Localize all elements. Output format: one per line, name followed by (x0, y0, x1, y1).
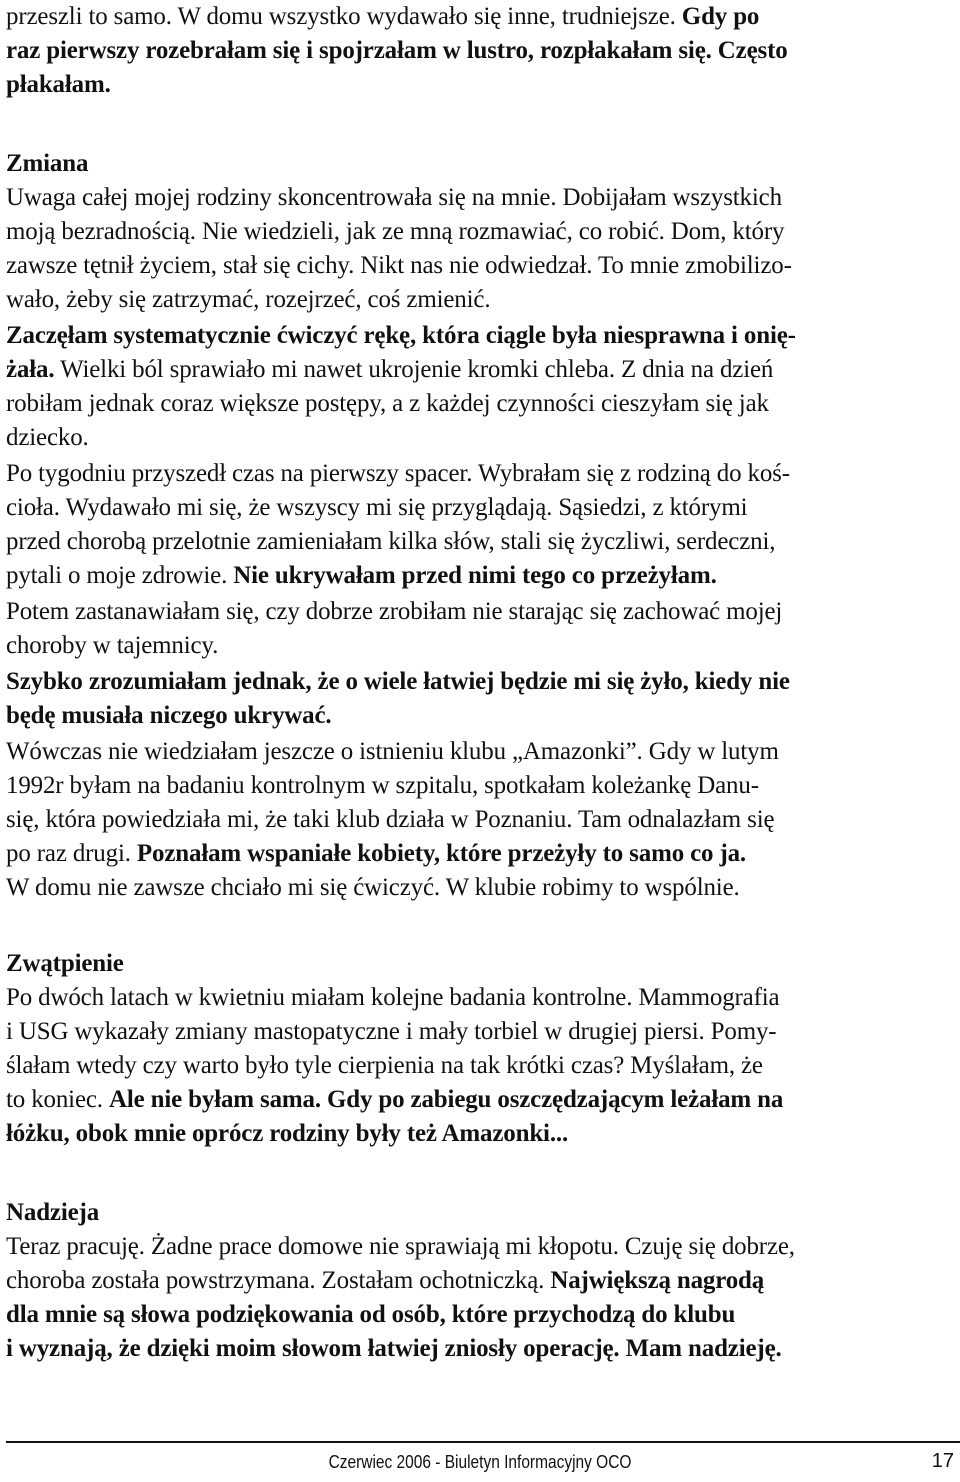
text-run: wało, żeby się zatrzymać, rozejrzeć, coś zmienić. (6, 286, 491, 313)
text-run: po raz drugi. (6, 840, 137, 867)
text-line (6, 665, 956, 699)
text-line (6, 1196, 956, 1230)
bold-text-run: raz pierwszy rozebrałam się i spojrzałam w lustro, rozpłakałam się. Często (6, 37, 788, 64)
text-run: to koniec. (6, 1086, 109, 1113)
text-line (6, 981, 956, 1015)
bold-text-run: Zmiana (6, 150, 89, 177)
text-line (6, 803, 956, 837)
text-line (6, 1049, 956, 1083)
bold-text-run: Największą nagrodą (550, 1267, 765, 1294)
text-line (6, 421, 956, 455)
text-line (6, 559, 956, 593)
text-run: Po dwóch latach w kwietniu miałam kolejne badania kontrolne. Mammografia (6, 984, 780, 1011)
text-line (6, 353, 956, 387)
text-line (6, 1298, 956, 1332)
bold-text-run: Gdy po (681, 3, 760, 30)
text-line (6, 181, 956, 215)
text-line (6, 1230, 956, 1264)
text-run: Potem zastanawiałam się, czy dobrze zrobiłam nie starając się zachować mojej (6, 598, 783, 625)
text-line (6, 699, 956, 733)
text-line (6, 947, 956, 981)
bold-text-run: Nie ukrywałam przed nimi tego co przeżyłam. (233, 562, 717, 589)
text-line (6, 769, 956, 803)
bold-text-run: Nadzieja (6, 1199, 100, 1226)
bold-text-run: łóżku, obok mnie oprócz rodziny były też Amazonki... (6, 1120, 569, 1147)
text-line (6, 491, 956, 525)
bold-text-run: płakałam. (6, 71, 111, 98)
bold-text-run: żała. (6, 356, 55, 383)
text-run: i USG wykazały zmiany mastopatyczne i mały torbiel w drugiej piersi. Pomy- (6, 1018, 777, 1045)
text-run: się, która powiedziała mi, że taki klub działa w Poznaniu. Tam odnalazłam się (6, 806, 775, 833)
text-run: zawsze tętnił życiem, stał się cichy. Nikt nas nie odwiedzał. To mnie zmobilizo- (6, 252, 792, 279)
text-line (6, 283, 956, 317)
text-line (6, 319, 956, 353)
text-run: Teraz pracuję. Żadne prace domowe nie sprawiają mi kłopotu. Czuję się dobrze, (6, 1233, 795, 1260)
text-run: pytali o moje zdrowie. (6, 562, 234, 589)
text-run: robiłam jednak coraz większe postępy, a z każdej czynności cieszyłam się jak (6, 390, 769, 417)
text-run: Uwaga całej mojej rodziny skoncentrowała się na mnie. Dobijałam wszystkich (6, 184, 782, 211)
text-line (6, 871, 956, 905)
text-run: Wówczas nie wiedziałam jeszcze o istnieniu klubu „Amazonki”. Gdy w lutym (6, 738, 779, 765)
text-run: przed chorobą przelotnie zamieniałam kilka słów, stali się życzliwi, serdeczni, (6, 528, 776, 555)
bold-text-run: Zaczęłam systematycznie ćwiczyć rękę, która ciągle była niesprawna i onię- (6, 322, 796, 349)
text-run: Po tygodniu przyszedł czas na pierwszy spacer. Wybrałam się z rodziną do koś- (6, 460, 790, 487)
bold-text-run: Poznałam wspaniałe kobiety, które przeżyły to samo co ja. (136, 840, 747, 867)
text-line (6, 215, 956, 249)
text-line (6, 1015, 956, 1049)
bold-text-run: będę musiała niczego ukrywać. (6, 702, 332, 729)
text-line (6, 1332, 956, 1366)
text-run: W domu nie zawsze chciało mi się ćwiczyć. W klubie robimy to wspólnie. (6, 874, 740, 901)
text-line (6, 1117, 956, 1151)
text-run: dziecko. (6, 424, 89, 451)
text-line (6, 735, 956, 769)
text-run: 1992r byłam na badaniu kontrolnym w szpitalu, spotkałam koleżankę Danu- (6, 772, 759, 799)
bold-text-run: Zwątpienie (6, 950, 124, 977)
text-run: moją bezradnością. Nie wiedzieli, jak ze mną rozmawiać, co robić. Dom, który (6, 218, 785, 245)
text-line (6, 595, 956, 629)
text-run: choroby w tajemnicy. (6, 632, 219, 659)
bold-text-run: Ale nie byłam sama. Gdy po zabiegu oszczędzającym leżałam na (108, 1086, 784, 1113)
text-line (6, 249, 956, 283)
text-line (6, 457, 956, 491)
text-line (6, 1264, 956, 1298)
text-line (6, 0, 956, 34)
bold-text-run: dla mnie są słowa podziękowania od osób, które przychodzą do klubu (6, 1301, 736, 1328)
page-number: 17 (931, 1450, 954, 1472)
text-line (6, 1083, 956, 1117)
text-line (6, 68, 956, 102)
text-line (6, 837, 956, 871)
text-line (6, 147, 956, 181)
bold-text-run: i wyznają, że dzięki moim słowom łatwiej zniosły operację. Mam nadzieję. (6, 1335, 782, 1362)
text-line (6, 387, 956, 421)
text-line (6, 525, 956, 559)
text-run: ślałam wtedy czy warto było tyle cierpienia na tak krótki czas? Myślałam, że (6, 1052, 763, 1079)
text-line (6, 629, 956, 663)
footer-rule (6, 1441, 960, 1443)
text-run: choroba została powstrzymana. Zostałam ochotniczką. (6, 1267, 551, 1294)
text-run: cioła. Wydawało mi się, że wszyscy mi się przyglądają. Sąsiedzi, z którymi (6, 494, 748, 521)
text-run: Wielki ból sprawiało mi nawet ukrojenie kromki chleba. Z dnia na dzień (54, 356, 774, 383)
text-line (6, 34, 956, 68)
bold-text-run: Szybko zrozumiałam jednak, że o wiele łatwiej będzie mi się żyło, kiedy nie (6, 668, 790, 695)
footer-title: Czerwiec 2006 - Biuletyn Informacyjny OCO (328, 1452, 632, 1472)
text-run: przeszli to samo. W domu wszystko wydawało się inne, trudniejsze. (6, 3, 682, 30)
